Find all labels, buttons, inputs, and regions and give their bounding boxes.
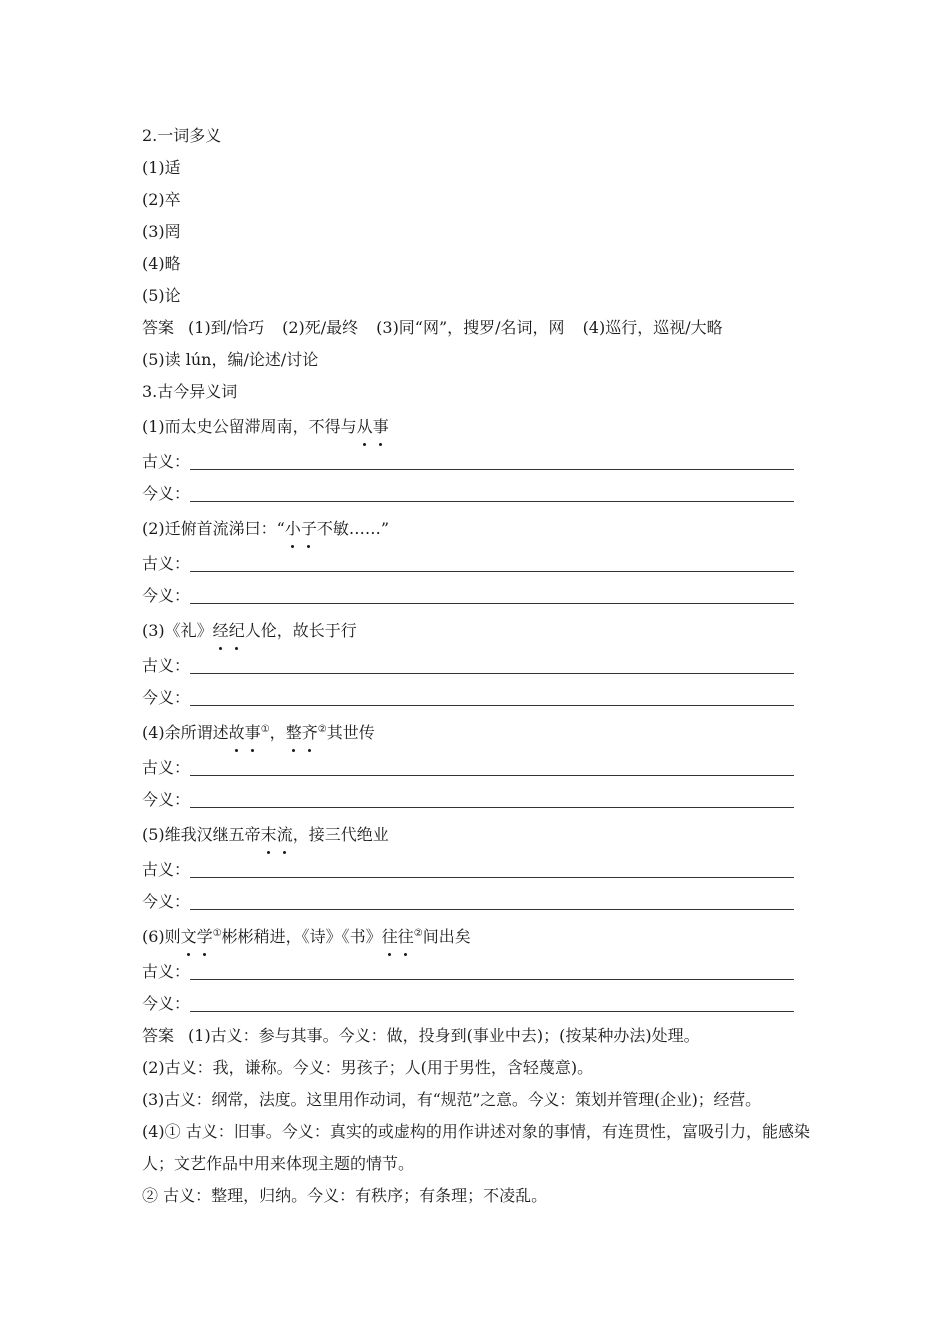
footnote-marker: ② xyxy=(317,724,327,735)
s2-item-3: (3)罔 xyxy=(142,222,181,241)
q2-old-meaning-blank[interactable] xyxy=(190,570,794,572)
s3-question-3: (3)《礼》经纪人伦，故长于行 xyxy=(142,612,810,650)
emphasis-char: 纪 xyxy=(229,615,245,647)
s2-item-5: (5)论 xyxy=(142,286,181,305)
q5-old-meaning-row: 古义： xyxy=(142,854,810,886)
emphasis-char: 经 xyxy=(213,615,229,647)
document-page xyxy=(142,120,810,1212)
s3-answer-1: 答案 (1)古义：参与其事。今义：做，投身到(事业中去)；(按某种办法)处理。 xyxy=(142,1026,700,1045)
emphasis-char: 流 xyxy=(277,819,293,851)
section-3-title: 3.古今异义词 xyxy=(142,382,238,401)
section-2-title: 2.一词多义 xyxy=(142,126,222,145)
q3-old-meaning-blank[interactable] xyxy=(190,672,794,674)
q2-old-meaning-row: 古义： xyxy=(142,548,810,580)
q3-new-meaning-row: 今义： xyxy=(142,682,810,714)
emphasis-char: 学 xyxy=(197,921,213,953)
s3-answer-3: (3)古义：纲常，法度。这里用作动词，有“规范”之意。今义：策划并管理(企业)；经营。 xyxy=(142,1090,761,1109)
s2-answer-line-2: (5)读 lún，编/论述/讨论 xyxy=(142,350,319,369)
s3-question-5: (5)维我汉继五帝末流，接三代绝业 xyxy=(142,816,810,854)
emphasis-char: 事 xyxy=(245,717,261,749)
q6-old-meaning-row: 古义： xyxy=(142,956,810,988)
q1-new-meaning-blank[interactable] xyxy=(190,500,794,502)
s3-question-6: (6)则文学①彬彬稍进，《诗》《书》往往②间出矣 xyxy=(142,918,810,956)
q1-new-meaning-row: 今义： xyxy=(142,478,810,510)
q6-old-meaning-blank[interactable] xyxy=(190,978,794,980)
q2-new-meaning-row: 今义： xyxy=(142,580,810,612)
q6-new-meaning-blank[interactable] xyxy=(190,1010,794,1012)
q4-old-meaning-blank[interactable] xyxy=(190,774,794,776)
s3-answer-2: (2)古义：我，谦称。今义：男孩子；人(用于男性，含轻蔑意)。 xyxy=(142,1058,594,1077)
emphasis-char: 小 xyxy=(285,513,301,545)
emphasis-char: 从 xyxy=(357,411,373,443)
emphasis-char: 往 xyxy=(382,921,398,953)
s2-answer-2: (2)死/最终 xyxy=(282,318,359,337)
s3-question-4: (4)余所谓述故事①，整齐②其世传 xyxy=(142,714,810,752)
q3-old-meaning-row: 古义： xyxy=(142,650,810,682)
q2-new-meaning-blank[interactable] xyxy=(190,602,794,604)
emphasis-char: 末 xyxy=(261,819,277,851)
q4-new-meaning-row: 今义： xyxy=(142,784,810,816)
s2-answer-3: (3)同“网”，搜罗/名词，网 xyxy=(376,318,565,337)
q5-new-meaning-row: 今义： xyxy=(142,886,810,918)
answer-label: 答案 xyxy=(142,1026,175,1045)
s2-item-2: (2)卒 xyxy=(142,190,181,209)
s2-answer-4: (4)巡行，巡视/大略 xyxy=(582,318,723,337)
emphasis-char: 故 xyxy=(229,717,245,749)
emphasis-char: 整 xyxy=(286,717,302,749)
q4-old-meaning-row: 古义： xyxy=(142,752,810,784)
answer-label: 答案 xyxy=(142,318,175,337)
footnote-marker: ① xyxy=(212,928,222,939)
q4-new-meaning-blank[interactable] xyxy=(190,806,794,808)
footnote-marker: ① xyxy=(260,724,270,735)
q6-new-meaning-row: 今义： xyxy=(142,988,810,1020)
q1-old-meaning-blank[interactable] xyxy=(190,468,794,470)
s3-answer-4: (4)① 古义：旧事。今义：真实的或虚构的用作讲述对象的事情，有连贯性，富吸引力，能感染人；文艺作品中用来体现主题的情节。 xyxy=(142,1122,810,1173)
s2-answer-line xyxy=(142,312,810,344)
q5-old-meaning-blank[interactable] xyxy=(190,876,794,878)
q1-old-meaning-row: 古义： xyxy=(142,446,810,478)
q3-new-meaning-blank[interactable] xyxy=(190,704,794,706)
emphasis-char: 子 xyxy=(301,513,317,545)
emphasis-char: 齐 xyxy=(302,717,318,749)
s2-item-1: (1)适 xyxy=(142,158,181,177)
s3-question-1: (1)而太史公留滞周南，不得与从事 xyxy=(142,408,810,446)
s2-answer-1: (1)到/恰巧 xyxy=(188,318,265,337)
s3-question-2: (2)迁俯首流涕曰：“小子不敏……” xyxy=(142,510,810,548)
s3-answer-5: ② 古义：整理，归纳。今义：有秩序；有条理；不凌乱。 xyxy=(142,1186,548,1205)
s2-item-4: (4)略 xyxy=(142,254,181,273)
emphasis-char: 事 xyxy=(373,411,389,443)
emphasis-char: 往 xyxy=(398,921,414,953)
footnote-marker: ② xyxy=(413,928,423,939)
emphasis-char: 文 xyxy=(181,921,197,953)
q5-new-meaning-blank[interactable] xyxy=(190,908,794,910)
